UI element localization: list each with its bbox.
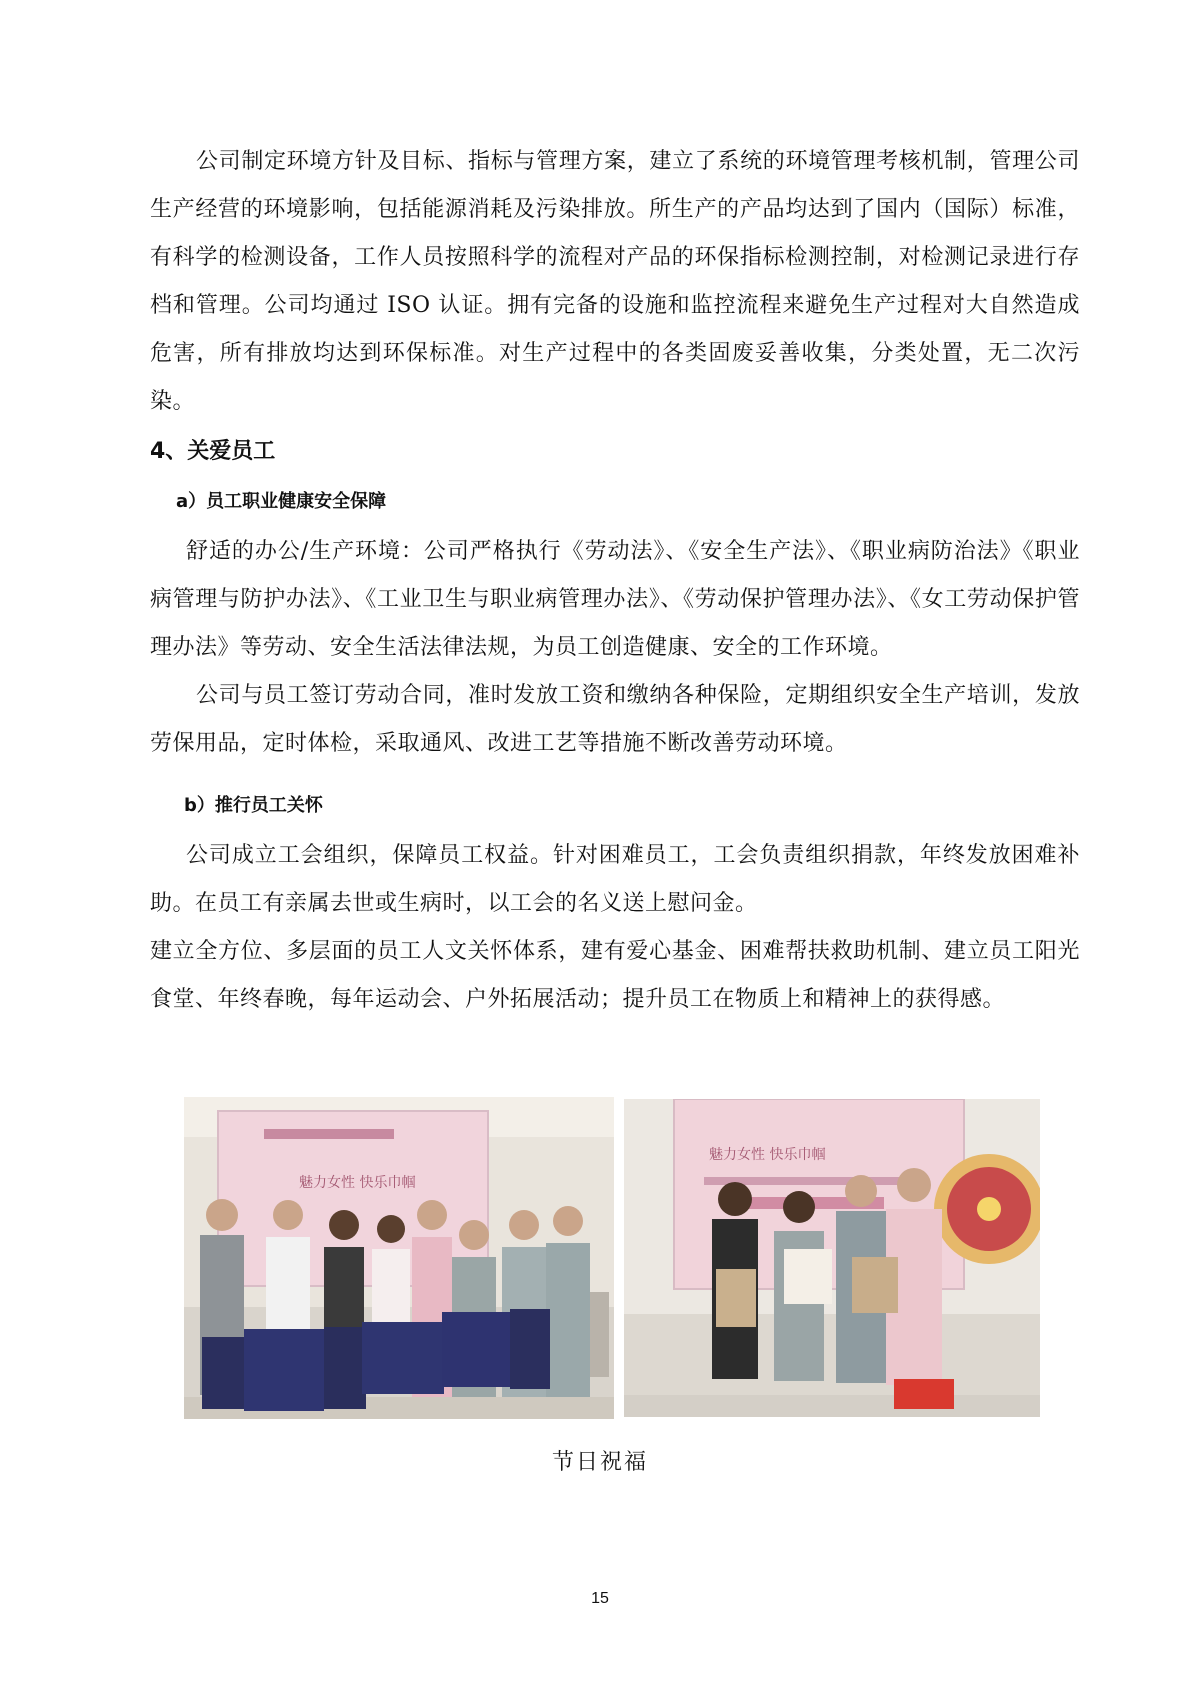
- paragraph-labor-contract: 公司与员工签订劳动合同，准时发放工资和缴纳各种保险，定期组织安全生产培训，发放劳保用品，定时体检，采取通风、改进工艺等措施不断改善劳动环境。: [150, 683, 1080, 756]
- subsection-heading-b: b）推行员工关怀: [184, 795, 323, 816]
- event-photo-2: [624, 1099, 1040, 1417]
- section-heading: 4、关爱员工: [150, 439, 276, 464]
- event-photo-2-image: [624, 1099, 1040, 1417]
- event-photo-1-image: [184, 1097, 614, 1419]
- subsection-heading-a: a）员工职业健康安全保障: [176, 491, 387, 512]
- page-number: 15: [591, 1590, 609, 1607]
- photo-row: [184, 1097, 1040, 1422]
- event-photo-1: [184, 1097, 614, 1419]
- document-body: [150, 138, 1080, 1024]
- photo-caption: 节日祝福: [551, 1450, 648, 1475]
- paragraph-union: 公司成立工会组织，保障员工权益。针对困难员工，工会负责组织捐款，年终发放困难补助。在员工有亲属去世或生病时，以工会的名义送上慰问金。: [150, 843, 1080, 916]
- screen-text: 魅力女性 快乐巾帼: [709, 1147, 826, 1163]
- paragraph-environment: 公司制定环境方针及目标、指标与管理方案，建立了系统的环境管理考核机制，管理公司生产经营的环境影响，包括能源消耗及污染排放。所生产的产品均达到了国内（国际）标准，有科学的检测设备，工作人员按照科学的流程对产品的环保指标检测控制，对检测记录进行存档和管理。公司均通过 ISO 认证。拥有完备的设施和监控流程来避免生产过程对大自然造成危害，所有排放均达到环保标准。对生产过程中的各类固废妥善收集，分类处置，无二次污染。: [150, 149, 1080, 414]
- paragraph-health-environment: 舒适的办公/生产环境：公司严格执行《劳动法》、《安全生产法》、《职业病防治法》《职业病管理与防护办法》、《工业卫生与职业病管理办法》、《劳动保护管理办法》、《女工劳动保护管理办法》等劳动、安全生活法律法规，为员工创造健康、安全的工作环境。: [150, 539, 1080, 660]
- paragraph-care-system: 建立全方位、多层面的员工人文关怀体系，建有爱心基金、困难帮扶救助机制、建立员工阳光食堂、年终春晚，每年运动会、户外拓展活动；提升员工在物质上和精神上的获得感。: [150, 939, 1080, 1012]
- screen-text: 魅力女性 快乐巾帼: [299, 1175, 416, 1191]
